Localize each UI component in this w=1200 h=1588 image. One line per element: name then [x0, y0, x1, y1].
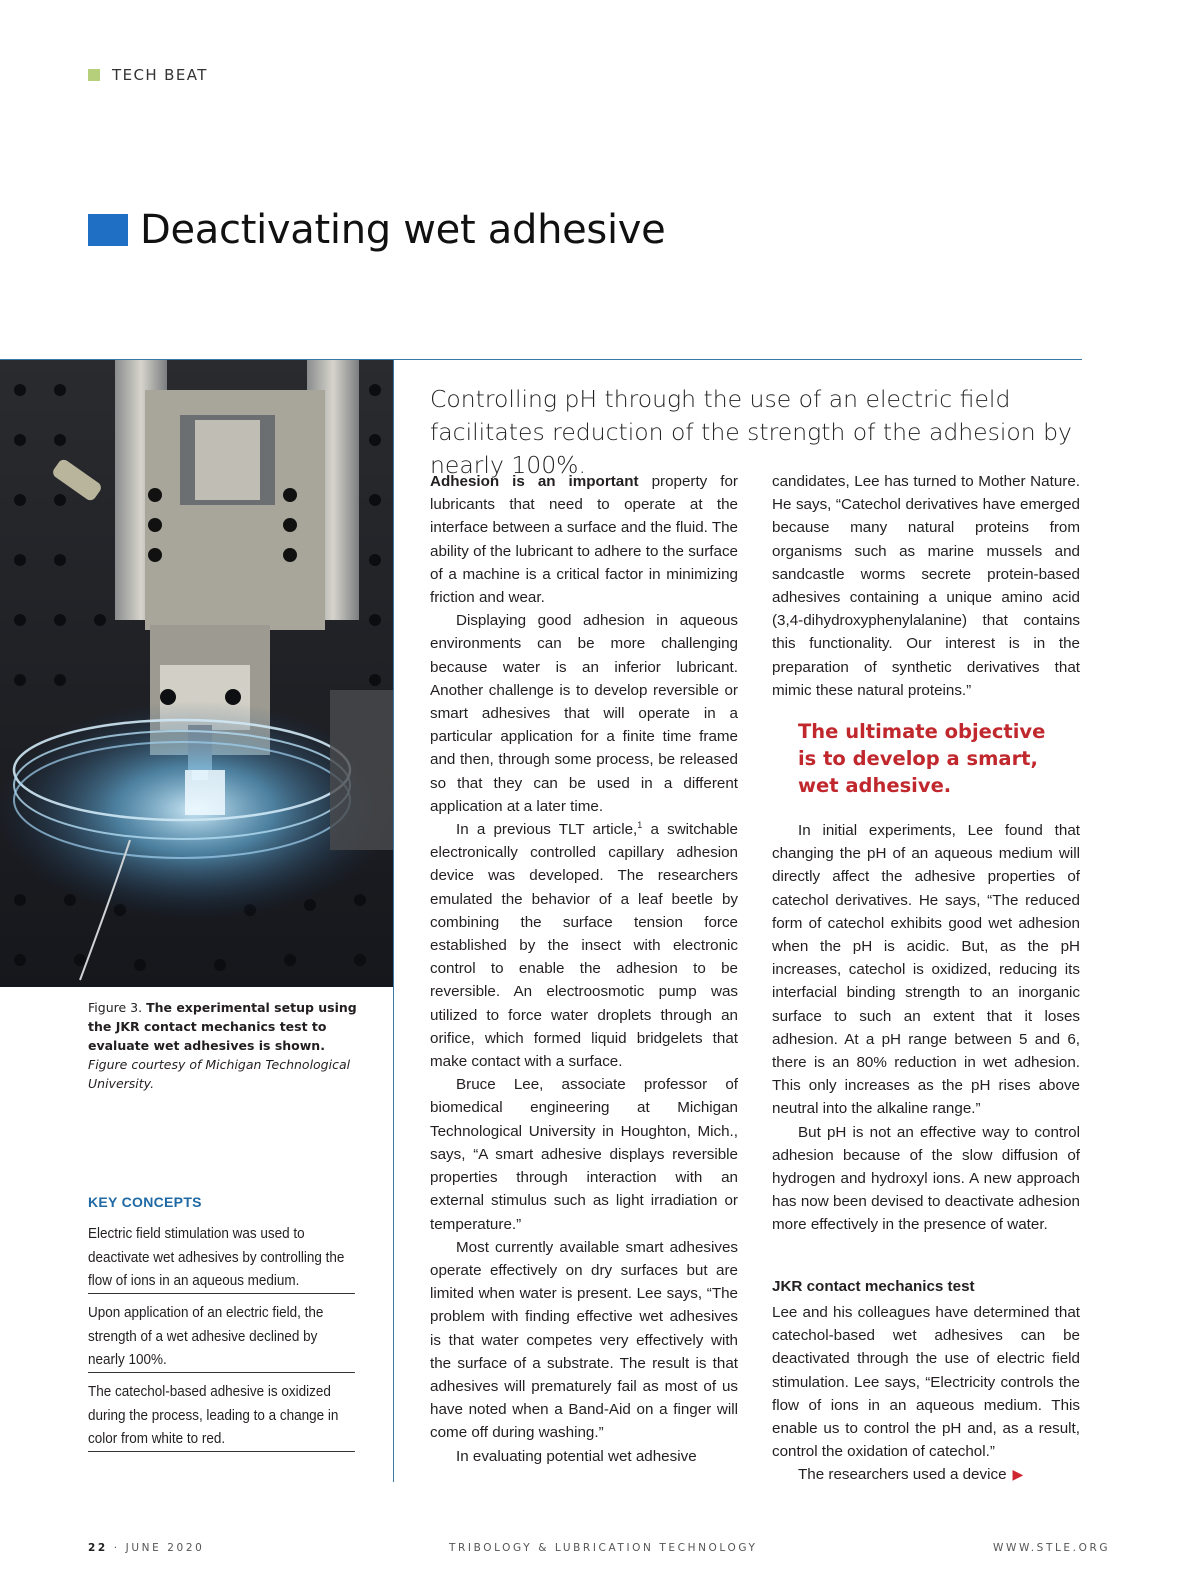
body-paragraph [430, 470, 738, 609]
key-concept-item: Electric field stimulation was used to deactivate wet adhesives by controlling the flow of ions in an aqueous medium. [88, 1223, 355, 1294]
page-number: 22 [88, 1542, 108, 1554]
body-paragraph: In initial experiments, Lee found that changing the pH of an aqueous medium will directly affect the adhesive properties of catechol derivatives. He says, “The reduced form of catechol exhibits good wet adhesion when the pH is acidic. But, as the pH increases, catechol is oxidized, reducing its interfacial binding strength to an inorganic surface to such an extent that it loses adhesion. At a pH range between 5 and 6, there is an 80% reduction in wet adhesion. This only increases as the pH rises above neutral into the alkaline range.” [772, 822, 1080, 1118]
page-title: Deactivating wet adhesive [140, 207, 666, 253]
figure-label: Figure 3. [88, 1000, 143, 1015]
section-tag [88, 64, 208, 86]
key-concept-item: Upon application of an electric field, the strength of a wet adhesive declined by nearly 100%. [88, 1302, 355, 1373]
lead-in: Adhesion is an important [430, 473, 639, 490]
paragraph-text: property for lubricants that need to operate at the interface between a surface and the fluid. The ability of the lubricant to adhere to the surface of a machine is a critical factor in minimizing friction and wear. [430, 473, 738, 607]
footer-separator: · [113, 1542, 120, 1554]
figure-photo [0, 360, 393, 987]
key-concepts-title: KEY CONCEPTS [88, 1194, 202, 1210]
body-paragraph: Most currently available smart adhesives operate effectively on dry surfaces but are limited when water is present. Lee says, “The problem with finding effective wet adhesives is that water competes very effectively with the surface of a substrate. The result is that adhesives will prematurely fail as most of us have noted when a Band-Aid on a finger will come off during washing.” [430, 1238, 738, 1442]
figure-caption [88, 998, 364, 1093]
paragraph-text: In a previous TLT article, [456, 821, 638, 839]
paragraph-text: a switchable electronically controlled capillary adhesion device was developed. The researchers emulated the behavior of a leaf beetle by combining the surface tension force established by the insect with electronic control to enable the adhesion to be reversible. An electroosmotic pump was utilized to force water droplets through an orifice, which formed liquid bridgelets that make contact with a surface. [430, 821, 739, 1071]
key-concept-item: The catechol-based adhesive is oxidized during the process, leading to a change in color from white to red. [88, 1381, 355, 1452]
article-column-1 [430, 470, 738, 1468]
section-subhead: JKR contact mechanics test [772, 1278, 975, 1295]
body-paragraph [430, 818, 738, 1073]
body-paragraph [772, 1463, 1080, 1486]
issue-date: JUNE 2020 [125, 1542, 205, 1554]
column-divider [393, 360, 394, 1482]
section-square-icon [88, 69, 100, 81]
publication-name: TRIBOLOGY & LUBRICATION TECHNOLOGY [449, 1542, 758, 1554]
article-column-2-continued [772, 819, 1080, 1237]
experimental-setup-image [0, 360, 393, 987]
paragraph-text: The researchers used a device [798, 1466, 1007, 1484]
article-column-2-end [772, 1301, 1080, 1487]
body-paragraph: candidates, Lee has turned to Mother Nature. He says, “Catechol derivatives have emerged because many natural proteins from organisms such as marine mussels and sandcastle worms secrete protein-based adhesives containing a unique amino acid (3,4-dihydroxyphenylalanine) that contains this functionality. Our interest is in the preparation of synthetic derivatives that mimic these natural proteins.” [772, 473, 1080, 699]
key-concepts-list [88, 1223, 356, 1460]
body-paragraph: Bruce Lee, associate professor of biomedical engineering at Michigan Technological University in Houghton, Mich., says, “A smart adhesive displays reversible properties through interaction with an external stimulus such as light irradiation or temperature.” [430, 1076, 738, 1233]
body-paragraph: Displaying good adhesion in aqueous environments can be more challenging because water is an inferior lubricant. Another challenge is to develop reversible or smart adhesives that will operate in a particular application for a finite time frame and then, through some process, be released so that they can be used in a different application at a later time. [430, 612, 738, 815]
article-column-2 [772, 470, 1080, 702]
website-link[interactable]: WWW.STLE.ORG [993, 1542, 1111, 1554]
figure-caption-text: The experimental setup using the JKR contact mechanics test to evaluate wet adhesives is shown. [88, 1000, 357, 1053]
body-paragraph: Lee and his colleagues have determined that catechol-based wet adhesives can be deactivated through the use of electric field stimulation. Lee says, “Electricity controls the flow of ions in an aqueous medium. This enable us to control the pH and, as a result, control the oxidation of catechol.” [772, 1304, 1080, 1461]
footer-folio [88, 1542, 204, 1554]
reference-superscript: 1 [637, 819, 643, 830]
section-label: TECH BEAT [112, 66, 208, 84]
body-paragraph: But pH is not an effective way to control adhesion because of the slow diffusion of hydrogen and hydroxyl ions. A new approach has now been devised to deactivate adhesion more effectively in the presence of water. [772, 1123, 1080, 1234]
figure-credit: Figure courtesy of Michigan Technological University. [88, 1057, 351, 1091]
continue-arrow-icon: ▶ [1012, 1466, 1024, 1483]
article-deck: Controlling pH through the use of an electric field facilitates reduction of the strength of the adhesion by nearly 100%. [430, 385, 1072, 479]
pull-quote: The ultimate objective is to develop a smart, wet adhesive. [798, 720, 1046, 797]
headline-block [88, 200, 665, 260]
body-paragraph: In evaluating potential wet adhesive [456, 1447, 697, 1465]
headline-square-icon [88, 214, 128, 246]
